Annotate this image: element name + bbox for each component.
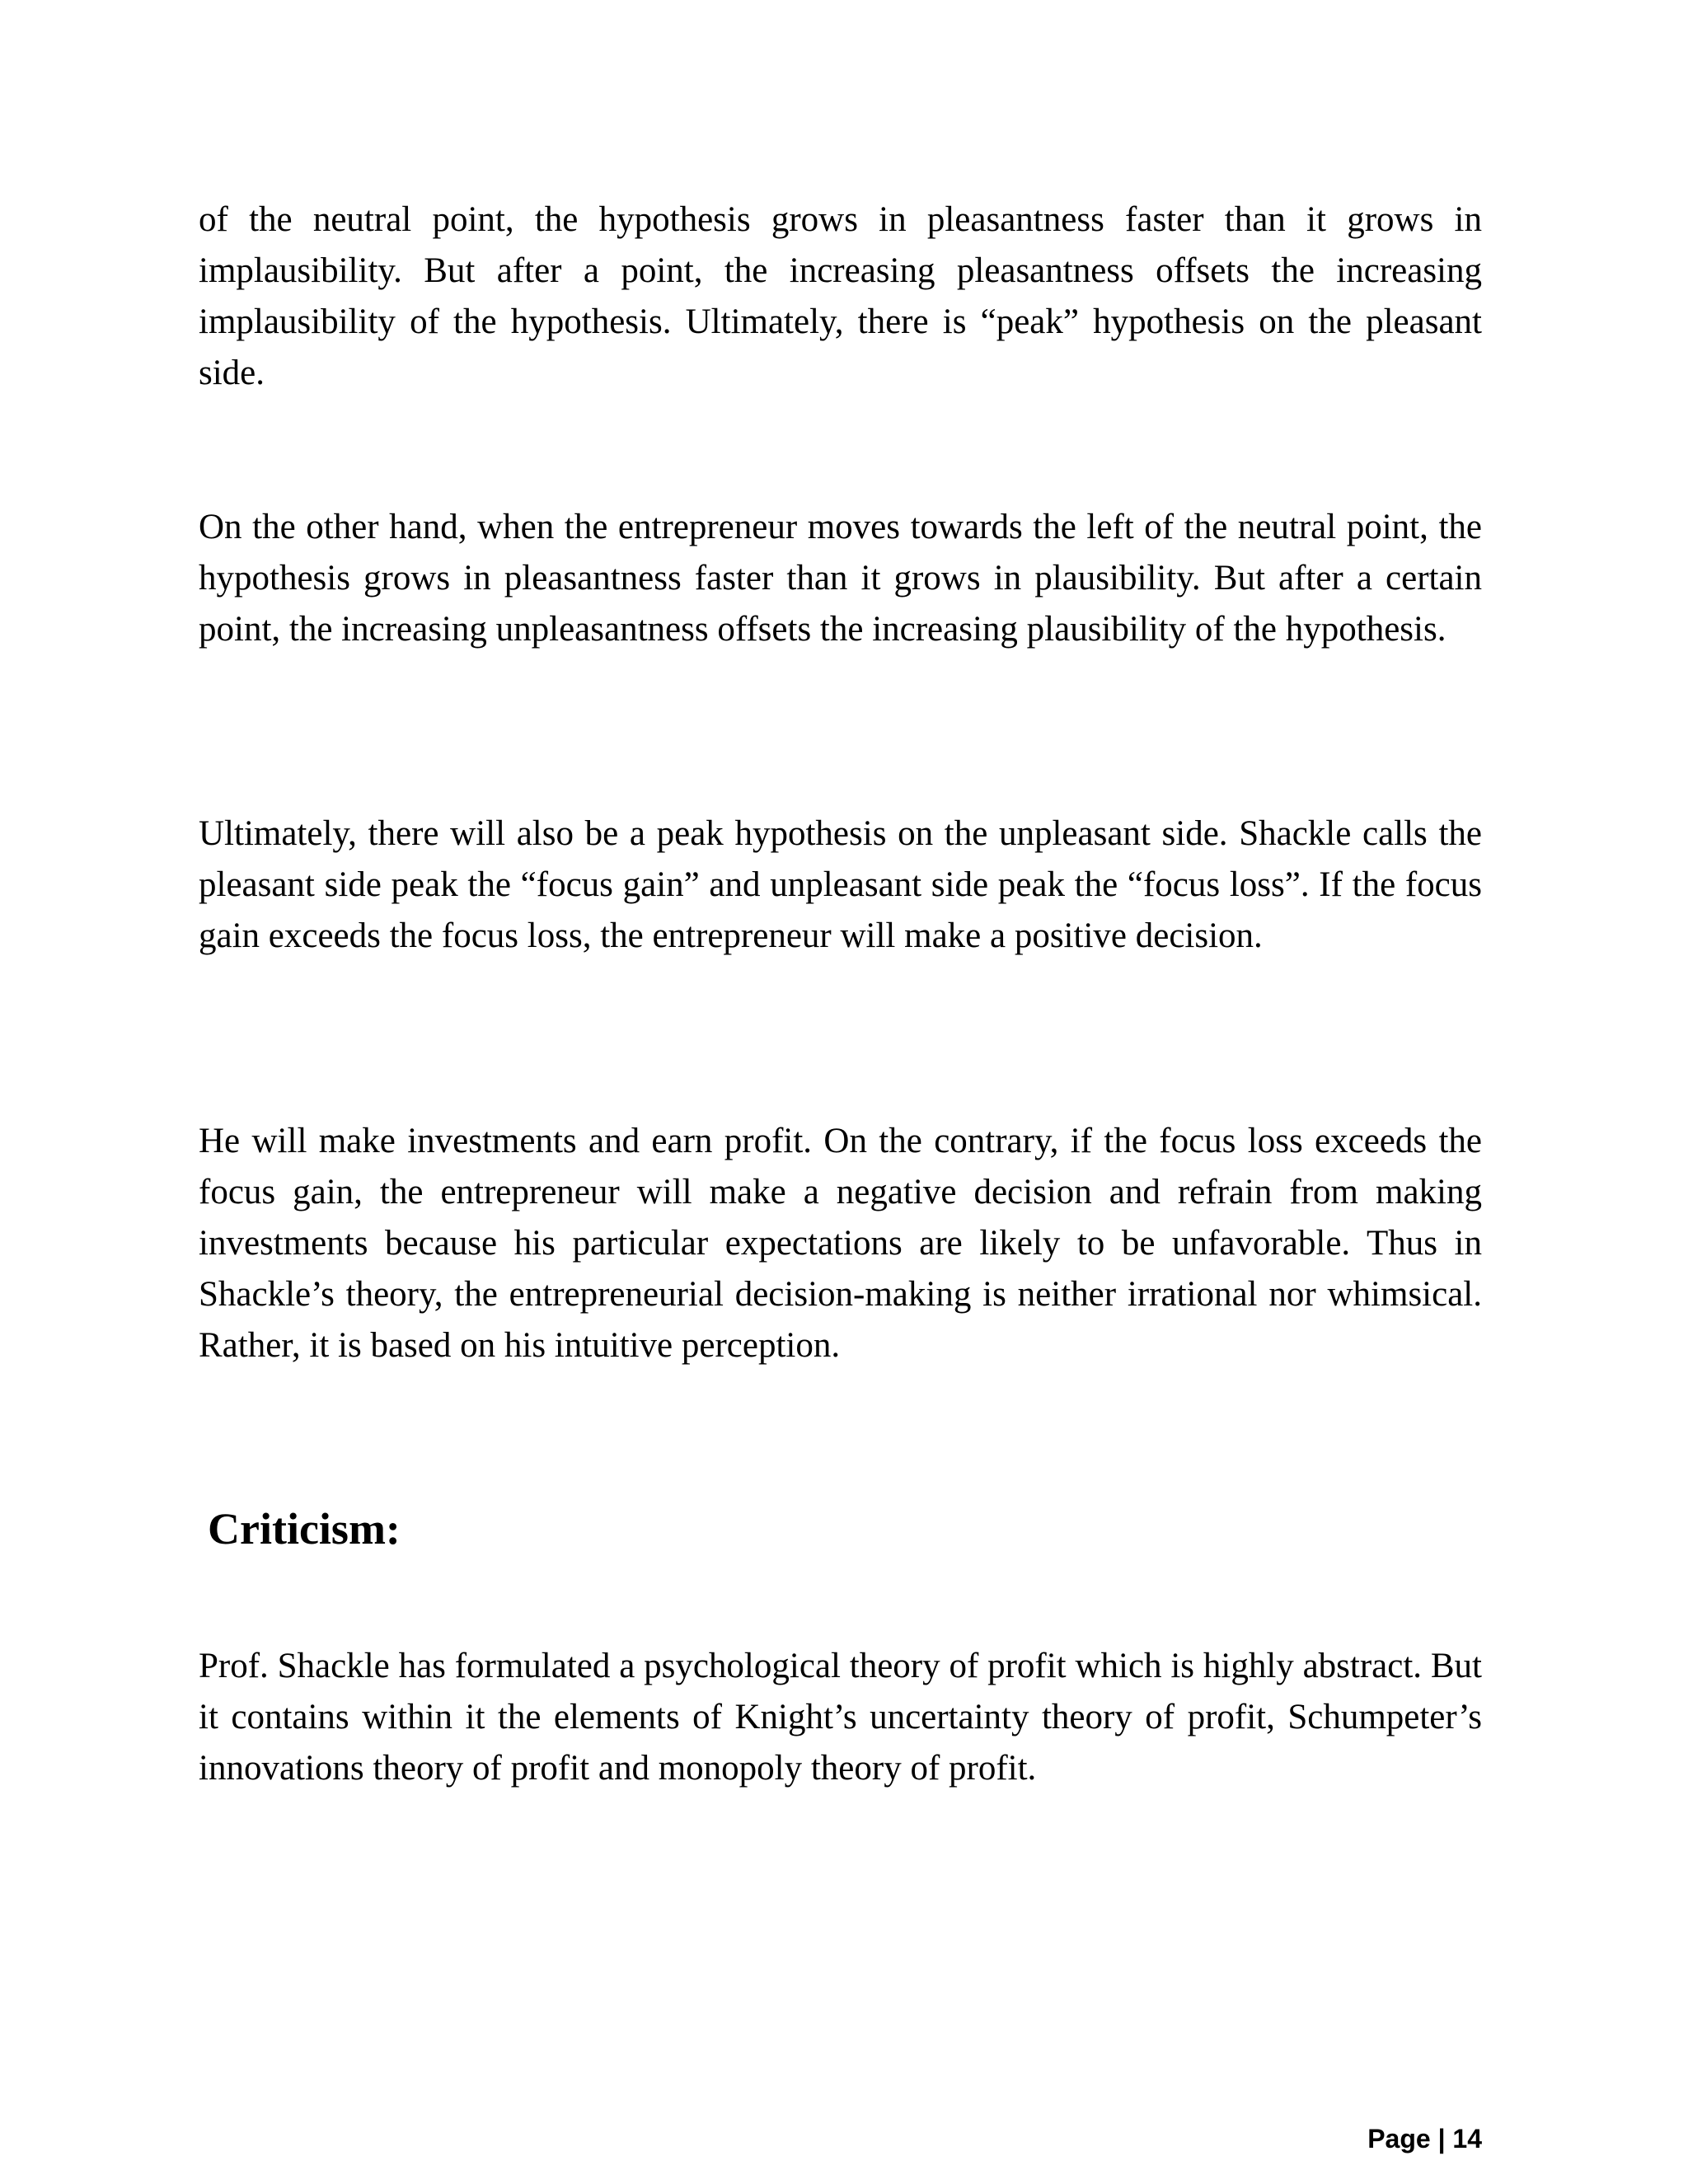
paragraph-2: On the other hand, when the entrepreneur moves towards the left of the neutral point, the hypothesis grows in pleasantness faster than it grows in plausibility. But after a certain point, the increasing unpleasantness offsets the increasing plausibility of the hypothesis. — [199, 508, 1482, 649]
paragraph-4: He will make investments and earn profit. On the contrary, if the focus loss exceeds the focus gain, the entrepreneur will make a negative decision and refrain from making investments because his particular expectations are likely to be unfavorable. Thus in Shackle’s theory, the entrepreneurial decision-making is neither irrational nor whimsical. Rather, it is based on his intuitive perception. — [199, 1122, 1482, 1365]
page-number-footer — [1367, 2122, 1482, 2155]
page-number: 14 — [1452, 2124, 1482, 2154]
section-heading-criticism: Criticism: — [208, 1504, 401, 1554]
paragraph-5: Prof. Shackle has formulated a psychological theory of profit which is highly abstract. But it contains within it the elements of Knight’s uncertainty theory of profit, Schumpeter’s innovations theory of profit and monopoly theory of profit. — [199, 1647, 1482, 1788]
paragraph-1: of the neutral point, the hypothesis grows in pleasantness faster than it grows in implausibility. But after a point, the increasing pleasantness offsets the increasing implausibility of the hypothesis. Ultimately, there is “peak” hypothesis on the pleasant side. — [199, 200, 1482, 392]
page-separator: | — [1437, 2124, 1446, 2154]
page-label: Page — [1367, 2124, 1431, 2154]
paragraph-3: Ultimately, there will also be a peak hypothesis on the unpleasant side. Shackle calls the pleasant side peak the “focus gain” and unpleasant side peak the “focus loss”. If the focus gain exceeds the focus loss, the entrepreneur will make a positive decision. — [199, 814, 1482, 955]
